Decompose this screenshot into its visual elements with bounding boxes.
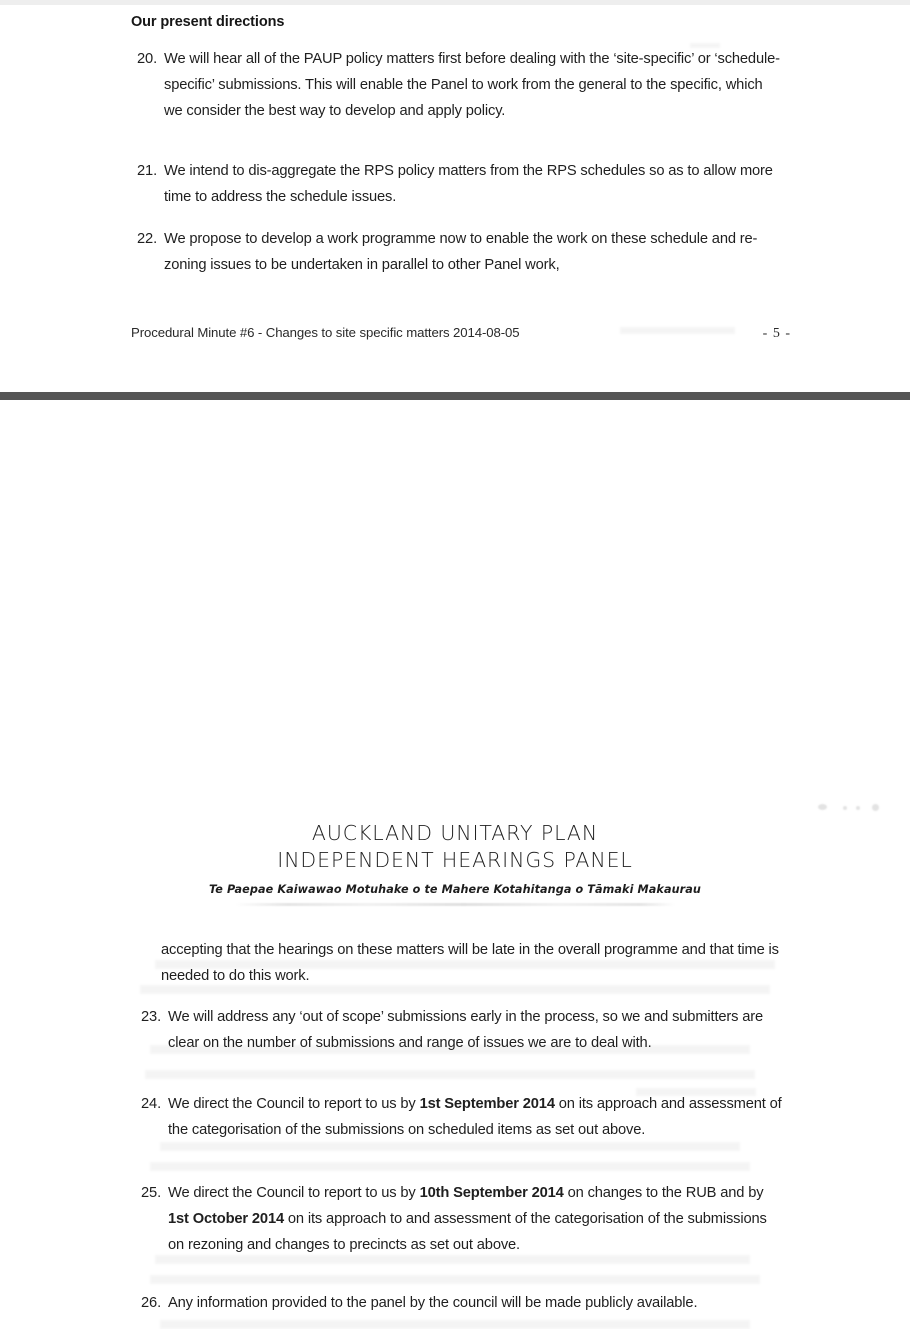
item-text-25: We direct the Council to report to us by 10th September 2014 on changes to the RUB and by 1st October 2014 on its approach to and assessment of the categorisation of the submissions on rezoning and changes to precincts as set out above. (168, 1185, 767, 1253)
scan-artifact (160, 1320, 750, 1329)
item-number-22: 22. (137, 231, 157, 247)
item-text-22: We propose to develop a work programme now to enable the work on these schedule and re-zoning issues to be undertaken in parallel to other Panel work, (164, 231, 758, 273)
numbered-item-22 (133, 226, 781, 278)
item-text-26: Any information provided to the panel by the council will be made publicly available. (168, 1295, 698, 1311)
continuation-paragraph: accepting that the hearings on these matters will be late in the overall programme and that time is needed to do this work. (161, 942, 779, 984)
page-separator-band (0, 392, 910, 400)
page-one-footer (131, 325, 791, 342)
item-number-24: 24. (141, 1096, 161, 1112)
item-text-23: We will address any ‘out of scope’ submissions early in the process, so we and submitters are clear on the number of submissions and range of issues we are to deal with. (168, 1009, 764, 1051)
item-text-21: We intend to dis-aggregate the RPS policy matters from the RPS schedules so as to allow more time to address the schedule issues. (164, 163, 773, 205)
numbered-item-24 (137, 1091, 782, 1143)
scan-speck (818, 804, 827, 810)
letterhead-maori-subtitle: Te Paepae Kaiwawao Motuhake o te Mahere Kotahitanga o Tāmaki Makaurau (208, 883, 701, 896)
scan-artifact (145, 1070, 755, 1079)
numbered-item-25 (137, 1180, 782, 1258)
footer-document-title: Procedural Minute #6 - Changes to site specific matters 2014-08-05 (131, 325, 520, 340)
scan-speck (843, 806, 847, 810)
numbered-item-21 (133, 158, 781, 210)
item-number-26: 26. (141, 1295, 161, 1311)
letterhead (0, 820, 910, 906)
footer-page-number: - 5 - (762, 326, 791, 341)
item-number-20: 20. (137, 51, 157, 67)
document-page-two (0, 400, 910, 1311)
item-text-20: We will hear all of the PAUP policy matters first before dealing with the ‘site-specific’ or ‘schedule-specific’ submissions. This will enable the Panel to work from the general to the specific, which we consider the best way to develop and apply policy. (164, 51, 780, 119)
numbered-item-26 (137, 1290, 782, 1316)
letterhead-ghost-rule (235, 903, 675, 906)
scan-artifact (150, 1162, 750, 1171)
numbered-item-23 (137, 1004, 782, 1056)
scan-artifact (150, 1275, 760, 1284)
item-number-23: 23. (141, 1009, 161, 1025)
letterhead-line-2: INDEPENDENT HEARINGS PANEL (277, 848, 633, 872)
item-number-21: 21. (137, 163, 157, 179)
scan-speck (856, 806, 860, 810)
document-page-one (0, 5, 910, 392)
page-one-heading: Our present directions (131, 14, 285, 30)
letterhead-line-1: AUCKLAND UNITARY PLAN (311, 821, 599, 845)
item-number-25: 25. (141, 1185, 161, 1201)
numbered-item-20 (133, 46, 781, 124)
scan-speck (872, 804, 879, 811)
scan-artifact (160, 1142, 740, 1151)
item-text-24: We direct the Council to report to us by 1st September 2014 on its approach and assessment of the categorisation of the submissions on scheduled items as set out above. (168, 1096, 782, 1138)
